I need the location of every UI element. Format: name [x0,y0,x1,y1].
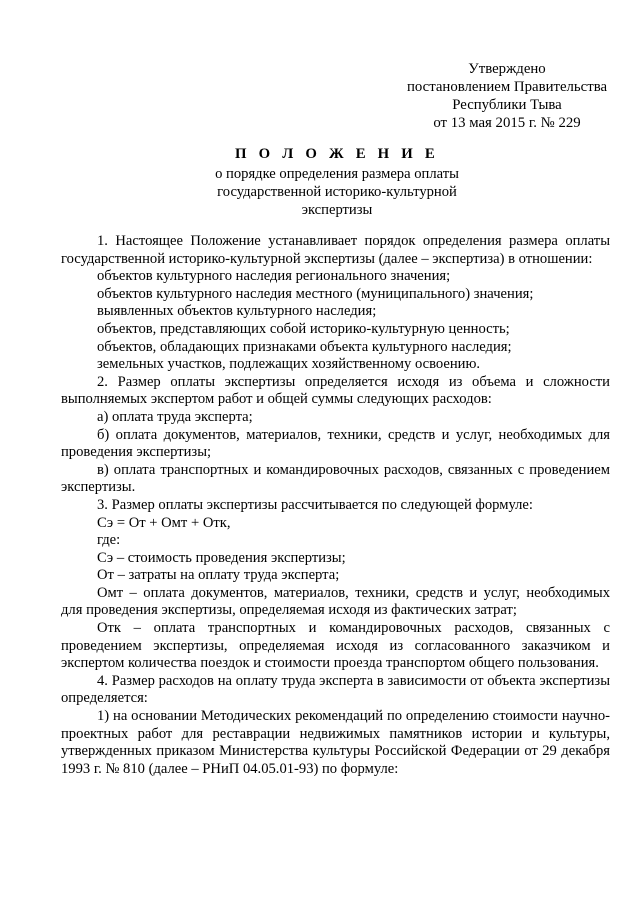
list-item: 1) на основании Методических рекомендаций по определению стоимости научно-проектных работ для реставрации недвижимых памятников истории и культуры, утвержденных приказом Министерства культуры Российской Федерации от 29 декабря 1993 г. № 810 (далее – РНиП 04.05.01-93) по формуле: [61,708,610,777]
list-item: земельных участков, подлежащих хозяйственному освоению. [97,356,481,373]
paragraph-4: 4. Размер расходов на оплату труда эксперта в зависимости от объекта экспертизы определяется: [61,672,610,707]
title-subtitle: государственной историко-культурной [217,183,457,200]
formula-where: где: [97,532,121,549]
list-item: объектов, представляющих собой историко-культурную ценность; [97,320,510,337]
approval-date: от 13 мая 2015 г. № 229 [433,115,581,131]
title-subtitle: экспертизы [301,201,373,218]
paragraph-1: 1. Настоящее Положение устанавливает порядок определения размера оплаты государственной историко-культурной экспертизы (далее – экспертиза) в отношении: [61,233,610,267]
list-item: объектов, обладающих признаками объекта культурного наследия; [97,338,512,355]
list-item: а) оплата труда эксперта; [97,408,253,425]
approval-line: Республики Тыва [452,97,562,113]
list-item: объектов культурного наследия регионального значения; [97,268,451,285]
formula: Сэ = От + Омт + Отк, [97,514,231,531]
paragraph-3: 3. Размер оплаты экспертизы рассчитывается по следующей формуле: [97,496,533,513]
document-body [61,233,610,778]
title-subtitle: о порядке определения размера оплаты [215,165,459,182]
list-item: в) оплата транспортных и командировочных расходов, связанных с проведением экспертизы. [61,461,610,496]
list-item: выявленных объектов культурного наследия; [97,303,377,320]
formula-term: Сэ – стоимость проведения экспертизы; [97,549,346,566]
list-item: б) оплата документов, материалов, техники, средств и услуг, необходимых для проведения экспертизы; [61,426,610,461]
document-title [90,146,584,219]
list-item: объектов культурного наследия местного (муниципального) значения; [97,285,534,302]
approval-line: Утверждено [468,61,546,77]
approval-block [388,60,626,132]
title-heading: П О Л О Ж Е Н И Е [235,146,439,162]
formula-term: От – затраты на оплату труда эксперта; [97,567,340,584]
approval-line: постановлением Правительства [406,79,608,95]
formula-term: Отк – оплата транспортных и командировочных расходов, связанных с проведением экспертизы, определяемая исходя из согласованного заказчиком и экспертом количества поездок и стоимости проезда транспортом общего пользования. [61,620,610,672]
paragraph-2: 2. Размер оплаты экспертизы определяется исходя из объема и сложности выполняемых экспертом работ и общей суммы следующих расходов: [61,373,610,408]
formula-term: Омт – оплата документов, материалов, техники, средств и услуг, необходимых для проведения экспертизы, определяемая исходя из фактических затрат; [61,584,610,619]
